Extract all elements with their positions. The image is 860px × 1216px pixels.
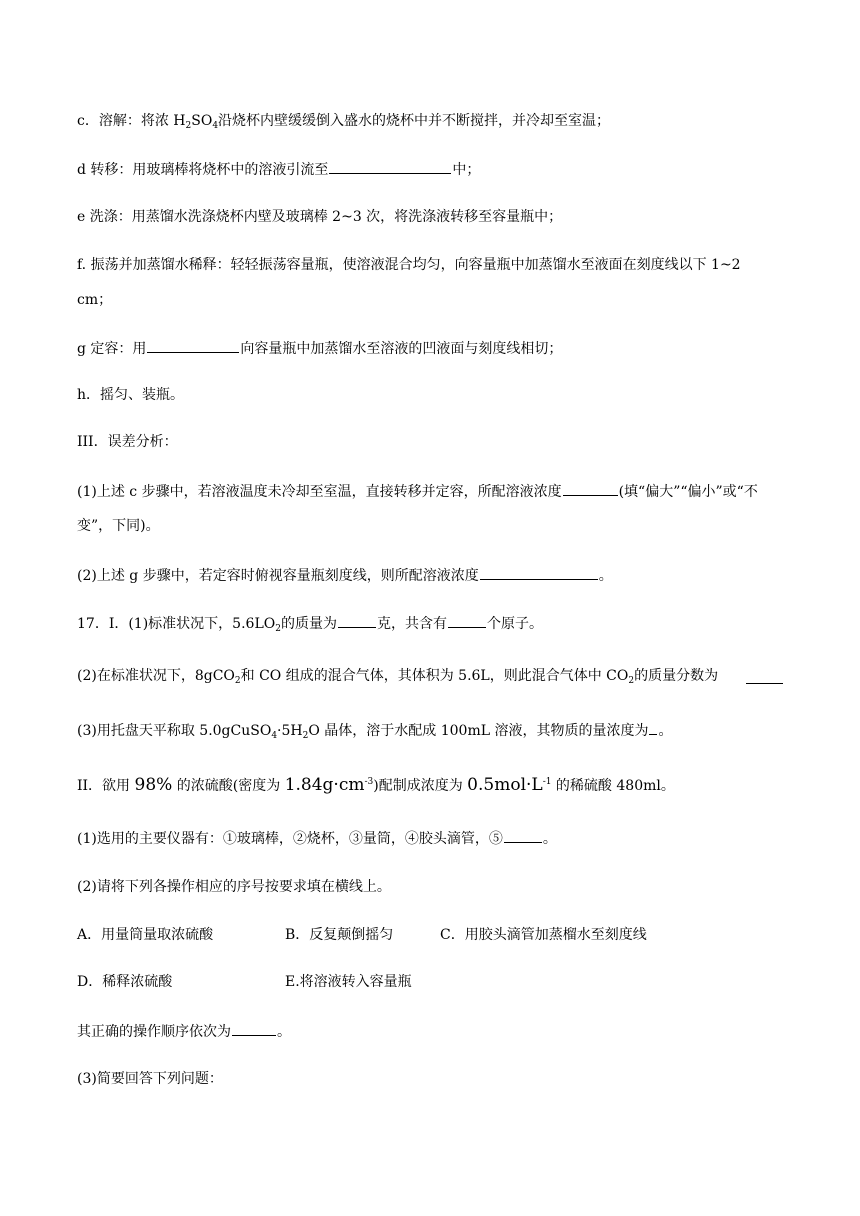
molarity-value: 0.5mol·L <box>467 775 543 795</box>
option-c: C．用胶头滴管加蒸榴水至刻度线 <box>440 927 647 943</box>
order-question <box>77 1021 291 1042</box>
concentration-value: 98% <box>134 775 173 795</box>
answer-blank[interactable] <box>649 720 657 735</box>
text: 。 <box>658 723 673 739</box>
text: (填“偏大”“偏小”或“不 <box>618 484 758 500</box>
error-question-2 <box>77 565 613 586</box>
subscript: 2 <box>275 624 281 634</box>
subscript: 2 <box>302 731 309 741</box>
text: 的稀硫酸 480ml。 <box>551 778 675 794</box>
text: )配制成浓度为 <box>373 778 468 794</box>
step-d-transfer <box>77 159 480 180</box>
text: O 晶体，溶于水配成 100mL 溶液，其物质的量浓度为 <box>308 723 649 739</box>
part2-question-1 <box>77 828 557 849</box>
question-17-1 <box>77 613 543 639</box>
step-f-shake-line1: f. 振荡并加蒸馏水稀释：轻轻振荡容量瓶，使溶液混合均匀，向容量瓶中加蒸馏水至液面在刻度线以下 1~2 <box>77 257 741 273</box>
answer-blank[interactable] <box>329 159 451 174</box>
text: 和 CO 组成的混合气体，其体积为 5.6L，则此混合气体中 CO <box>240 668 629 684</box>
text: 中； <box>452 162 481 178</box>
answer-blank[interactable] <box>232 1021 276 1036</box>
text: 。 <box>277 1024 291 1040</box>
text: 克，共含有 <box>376 616 447 632</box>
subscript: 4 <box>271 731 278 741</box>
superscript: -1 <box>542 777 552 787</box>
step-f-shake-line2: cm； <box>77 292 113 308</box>
text: 沿烧杯内壁缓缓倒入盛水的烧杯中并不断搅拌，并冷却至室温； <box>218 113 611 129</box>
question-17-3 <box>77 720 672 746</box>
text: 向容量瓶中加蒸馏水至溶液的凹液面与刻度线相切； <box>240 341 563 357</box>
density-value: 1.84g·cm <box>284 775 365 795</box>
part3-title: III．误差分析： <box>77 434 178 450</box>
text: 其正确的操作顺序依次为 <box>77 1024 231 1040</box>
text: 17．I．(1)标准状况下，5.6LO <box>77 616 276 632</box>
subscript: 4 <box>212 121 219 131</box>
step-h-bottle: h．摇匀、装瓶。 <box>77 387 185 403</box>
answer-blank[interactable] <box>448 613 486 628</box>
text: ·5H <box>277 723 303 739</box>
question-17-2 <box>77 666 718 691</box>
error-question-1-line2: 变”，下同)。 <box>77 518 160 534</box>
text: (1)上述 c 步骤中，若溶液温度未冷却至室温，直接转移并定容，所配溶液浓度 <box>77 484 562 500</box>
step-c-dissolve <box>77 111 610 136</box>
answer-blank[interactable] <box>480 565 598 580</box>
step-g-volume <box>77 338 562 359</box>
subscript: 2 <box>185 121 192 131</box>
text: (2)上述 g 步骤中，若定容时俯视容量瓶刻度线，则所配溶液浓度 <box>77 568 479 584</box>
text: (3)用托盘天平称取 5.0gCuSO <box>77 723 272 739</box>
text: 。 <box>598 568 613 584</box>
text: 的质量分数为 <box>634 668 719 684</box>
text: (1)选用的主要仪器有：①玻璃棒，②烧杯，③量筒，④胶头滴管，⑤ <box>77 831 503 847</box>
option-b: B．反复颠倒摇匀 <box>285 927 394 943</box>
text: 的浓硫酸(密度为 <box>172 778 285 794</box>
text: SO <box>191 113 213 129</box>
text: (2)在标准状况下，8gCO <box>77 668 235 684</box>
part2-question-2: (2)请将下列各操作相应的序号按要求填在横线上。 <box>77 879 391 895</box>
superscript: -3 <box>364 777 374 787</box>
answer-blank[interactable] <box>147 338 239 353</box>
answer-blank[interactable] <box>338 613 376 628</box>
text: 个原子。 <box>486 616 543 632</box>
answer-blank[interactable] <box>504 828 542 843</box>
error-question-1-line1 <box>77 481 758 502</box>
text: c．溶解：将浓 H <box>77 113 186 129</box>
option-a: A．用量筒量取浓硫酸 <box>77 927 214 943</box>
step-e-wash: e 洗涤：用蒸馏水洗涤烧杯内壁及玻璃棒 2~3 次，将洗涤液转移至容量瓶中； <box>77 209 563 225</box>
option-e: E.将溶液转入容量瓶 <box>285 974 412 990</box>
part2-intro <box>77 772 675 796</box>
text: 的质量为 <box>280 616 337 632</box>
subscript: 2 <box>628 676 635 686</box>
text: 。 <box>542 831 557 847</box>
subscript: 2 <box>234 676 241 686</box>
text: II．欲用 <box>77 778 135 794</box>
answer-blank[interactable] <box>563 481 618 496</box>
text: d 转移：用玻璃棒将烧杯中的溶液引流至 <box>77 162 329 178</box>
option-d: D．稀释浓硫酸 <box>77 974 173 990</box>
answer-blank[interactable] <box>746 669 783 684</box>
part2-question-3: (3)简要回答下列问题： <box>77 1071 223 1087</box>
text: g 定容：用 <box>77 341 147 357</box>
